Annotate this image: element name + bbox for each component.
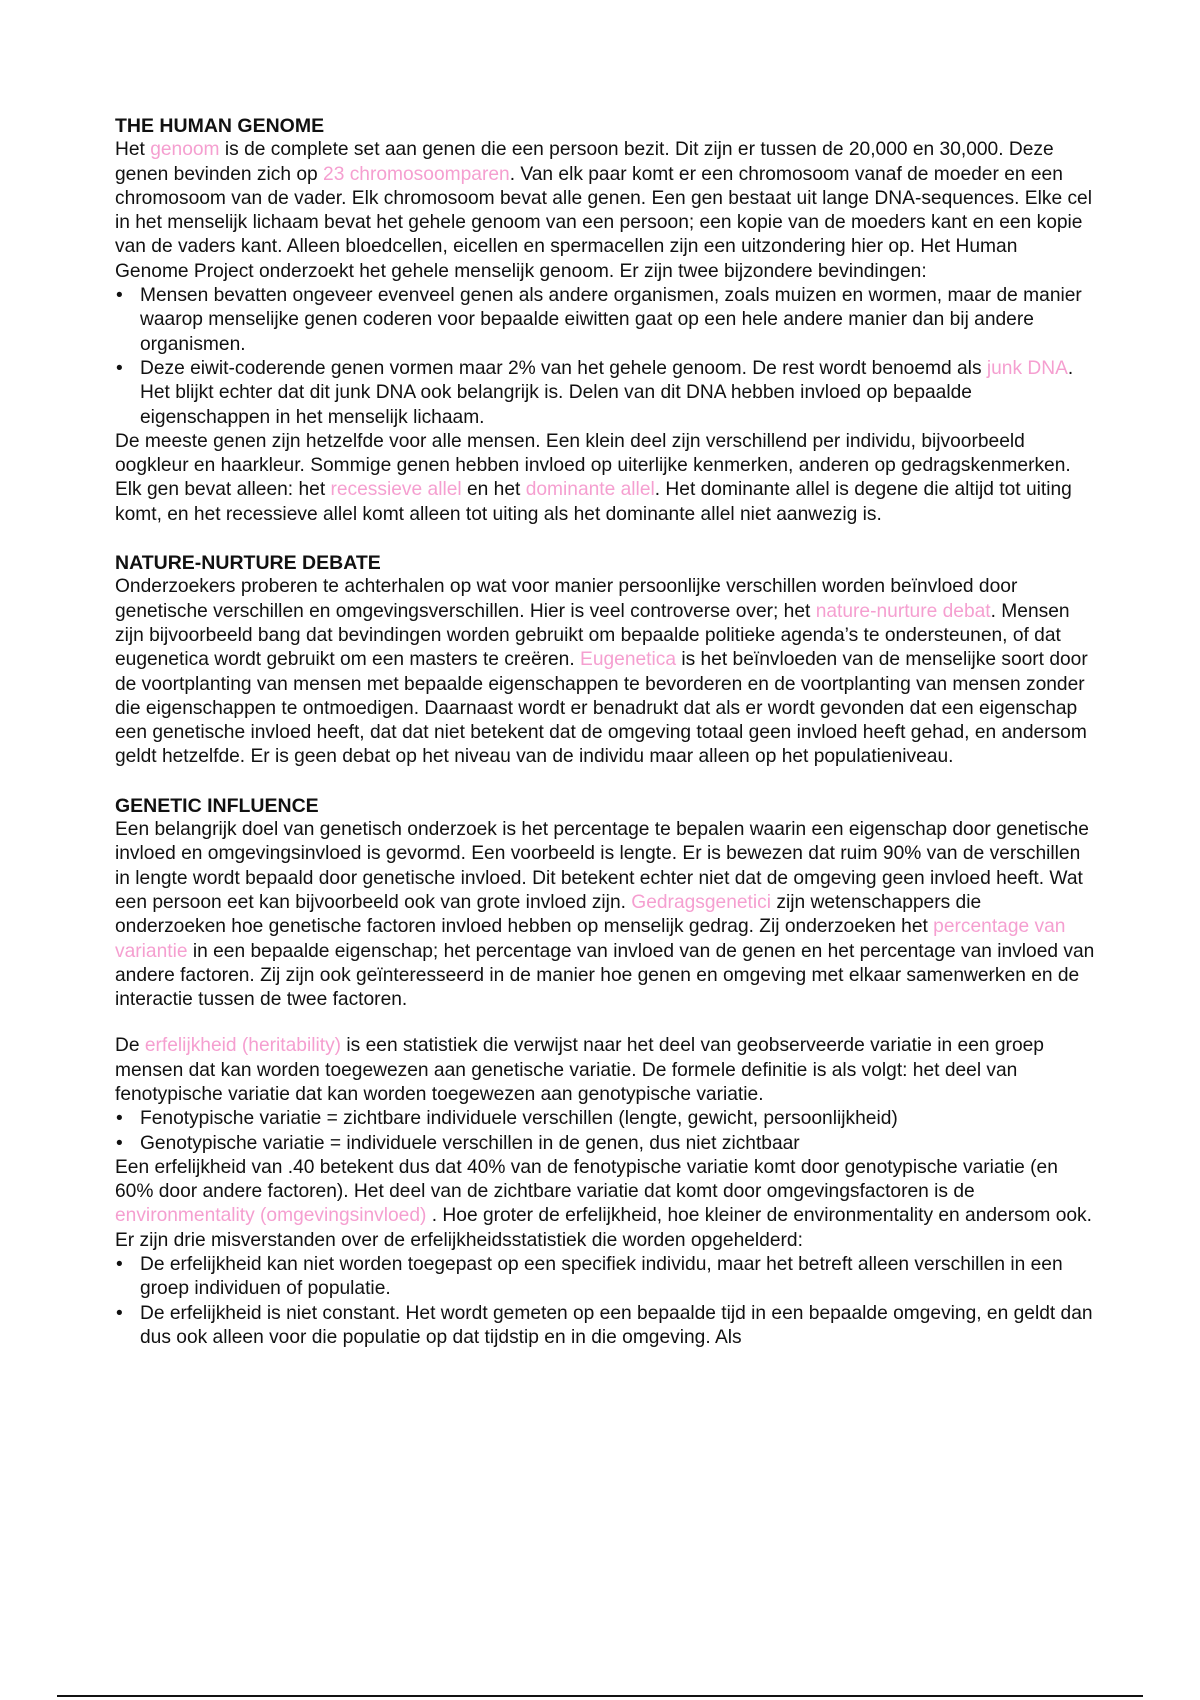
list-item: • De erfelijkheid is niet constant. Het wordt gemeten op een bepaalde tijd in een bepaalde omgeving, en geldt dan dus ook alleen voor die populatie op dat tijdstip en in die omgeving. Als bbox=[115, 1302, 1095, 1351]
highlight-term-recessieve-allel: recessieve allel bbox=[330, 479, 462, 501]
text-run: Een erfelijkheid van .40 betekent dus dat 40% van de fenotypische variatie komt door genotypische variatie (en 60% door andere factoren). Het deel van de zichtbare variatie dat komt door omgevingsfactoren is de bbox=[115, 1156, 1058, 1203]
paragraph-alleles bbox=[115, 430, 1095, 527]
text-run: is een statistiek die verwijst naar het deel van geobserveerde variatie in een groep mensen dat kan worden toegewezen aan genetische variatie. De formele definitie is als volgt: het deel van fenotypische variatie dat kan worden toegewezen aan genotypische variatie. bbox=[115, 1035, 1044, 1105]
text-run: Het bbox=[115, 139, 151, 161]
section-spacer bbox=[115, 527, 1095, 551]
list-item: • De erfelijkheid kan niet worden toegepast op een specifiek individu, maar het betreft alleen verschillen in een groep individuen of populatie. bbox=[115, 1253, 1095, 1302]
text-run: en het bbox=[461, 479, 526, 501]
paragraph-spacer bbox=[115, 1012, 1095, 1034]
text-run: . Het dominante allel is degene die altijd tot uiting komt, en het recessieve allel komt alleen tot uiting als het dominante allel niet aanwezig is. bbox=[115, 479, 1072, 525]
highlight-term-dominante-allel: dominante allel bbox=[525, 479, 655, 501]
paragraph-environmentality bbox=[115, 1156, 1095, 1253]
list-item: • Mensen bevatten ongeveer evenveel genen als andere organismen, zoals muizen en wormen, maar de manier waarop menselijke genen coderen voor bepaalde eiwitten gaat op een hele andere manier dan bij andere organismen. bbox=[115, 284, 1095, 357]
paragraph-heritability bbox=[115, 1034, 1095, 1107]
text-run: zijn wetenschappers die onderzoeken hoe genetische factoren invloed hebben op menselijk gedrag. Zij onderzoeken het bbox=[115, 891, 982, 938]
text-run: Onderzoekers proberen te achterhalen op wat voor manier persoonlijke verschillen worden beïnvloed door genetische verschillen en omgevingsverschillen. Hier is veel controverse over; het bbox=[115, 576, 1018, 622]
text-run: in een bepaalde eigenschap; het percentage van invloed van de genen en het percentage van invloed van andere factoren. Zij zijn ook geïnteresseerd in de manier hoe genen en omgeving met elkaar samenwerken en de interactie tussen de twee factoren. bbox=[115, 940, 1095, 1011]
section-spacer bbox=[115, 770, 1095, 794]
document-page bbox=[115, 114, 1095, 1350]
section-heading-nature-nurture: NATURE-NURTURE DEBATE bbox=[115, 552, 381, 575]
text-run: . Van elk paar komt er een chromosoom vanaf de moeder en een chromosoom van de vader. Elk chromosoom bevat alle genen. Een gen bestaat uit lange DNA-sequences. Elke cel in het menselijk lichaam bevat het gehele genoom van een persoon; een kopie van de moeders kant en een kopie van de vaders kant. Alleen bloedcellen, eicellen en spermacellen zijn een uitzondering hier op. Het Human Genome Project onderzoekt het gehele menselijk genoom. Er zijn twee bijzondere bevindingen: bbox=[115, 163, 1092, 282]
highlight-term-eugenetica: Eugenetica bbox=[580, 649, 677, 671]
paragraph-genome-intro bbox=[115, 138, 1095, 284]
list-item: • Fenotypische variatie = zichtbare individuele verschillen (lengte, gewicht, persoonlijkheid) bbox=[115, 1107, 1095, 1131]
highlight-term-environmentality: environmentality (omgevingsinvloed) bbox=[115, 1205, 427, 1227]
highlight-term-genoom: genoom bbox=[150, 139, 220, 161]
section-heading-genetic-influence: GENETIC INFLUENCE bbox=[115, 794, 319, 817]
highlight-term-percentage-van-variantie: percentage van variantie bbox=[115, 916, 1066, 962]
list-item bbox=[115, 357, 1095, 430]
highlight-term-chromosoomparen: 23 chromosoomparen bbox=[323, 163, 510, 185]
bullet-list-variation bbox=[115, 1107, 1095, 1156]
bullet-list-misconceptions bbox=[115, 1253, 1095, 1350]
text-run: is het beïnvloeden van de menselijke soort door de voortplanting van mensen met bepaalde eigenschappen te bevorderen en de voortplanting van mensen zonder die eigenschappen te ontmoedigen. Daarnaast wordt er benadrukt dat als er wordt gevonden dat een eigenschap een genetische invloed heeft, dat dat niet betekent dat de omgeving totaal geen invloed heeft gehad, en andersom geldt hetzelfde. Er is geen debat op het niveau van de individu maar alleen op het populatieniveau. bbox=[115, 649, 1088, 768]
text-run: Deze eiwit-coderende genen vormen maar 2% van het gehele genoom. De rest wordt benoemd als bbox=[140, 357, 987, 379]
text-run: . Hoe groter de erfelijkheid, hoe kleiner de environmentality en andersom ook. Er zijn drie misverstanden over de erfelijkheidsstatistiek die worden opgehelderd: bbox=[115, 1205, 1092, 1251]
text-run: . Het blijkt echter dat dit junk DNA ook belangrijk is. Delen van dit DNA hebben invloed op bepaalde eigenschappen in het menselijk lichaam. bbox=[140, 357, 1074, 428]
list-item: • Genotypische variatie = individuele verschillen in de genen, dus niet zichtbaar bbox=[115, 1132, 1095, 1156]
highlight-term-nature-nurture-debat: nature-nurture debat bbox=[815, 600, 991, 622]
text-run: De meeste genen zijn hetzelfde voor alle mensen. Een klein deel zijn verschillend per individu, bijvoorbeeld oogkleur en haarkleur. Sommige genen hebben invloed op uiterlijke kenmerken, anderen op gedragskenmerken. Elk gen bevat alleen: het bbox=[115, 430, 1071, 501]
text-run: . Mensen zijn bijvoorbeeld bang dat bevindingen worden gebruikt om bepaalde politieke agenda’s te ondersteunen, of dat eugenetica wordt gebruikt om een masters te creëren. bbox=[115, 600, 1070, 671]
text-run: is de complete set aan genen die een persoon bezit. Dit zijn er tussen de 20,000 en 30,000. Deze genen bevinden zich op bbox=[115, 139, 1054, 185]
paragraph-genetic-research bbox=[115, 818, 1095, 1012]
bullet-list-findings bbox=[115, 284, 1095, 430]
text-run: Een belangrijk doel van genetisch onderzoek is het percentage te bepalen waarin een eigenschap door genetische invloed en omgevingsinvloed is gevormd. Een voorbeeld is lengte. Er is bewezen dat ruim 90% van de verschillen in lengte wordt bepaald door genetische invloed. Dit betekent echter niet dat de omgeving geen invloed heeft. Wat een persoon eet kan bijvoorbeeld ook van grote invloed zijn. bbox=[115, 819, 1089, 913]
highlight-term-erfelijkheid: erfelijkheid (heritability) bbox=[144, 1035, 342, 1057]
highlight-term-junk-dna: junk DNA bbox=[986, 357, 1068, 379]
section-heading-human-genome: THE HUMAN GENOME bbox=[115, 115, 325, 137]
footer-divider bbox=[57, 1695, 1143, 1697]
text-run: De bbox=[115, 1035, 145, 1057]
paragraph-nature-nurture bbox=[115, 575, 1095, 769]
highlight-term-gedragsgenetici: Gedragsgenetici bbox=[631, 891, 772, 913]
